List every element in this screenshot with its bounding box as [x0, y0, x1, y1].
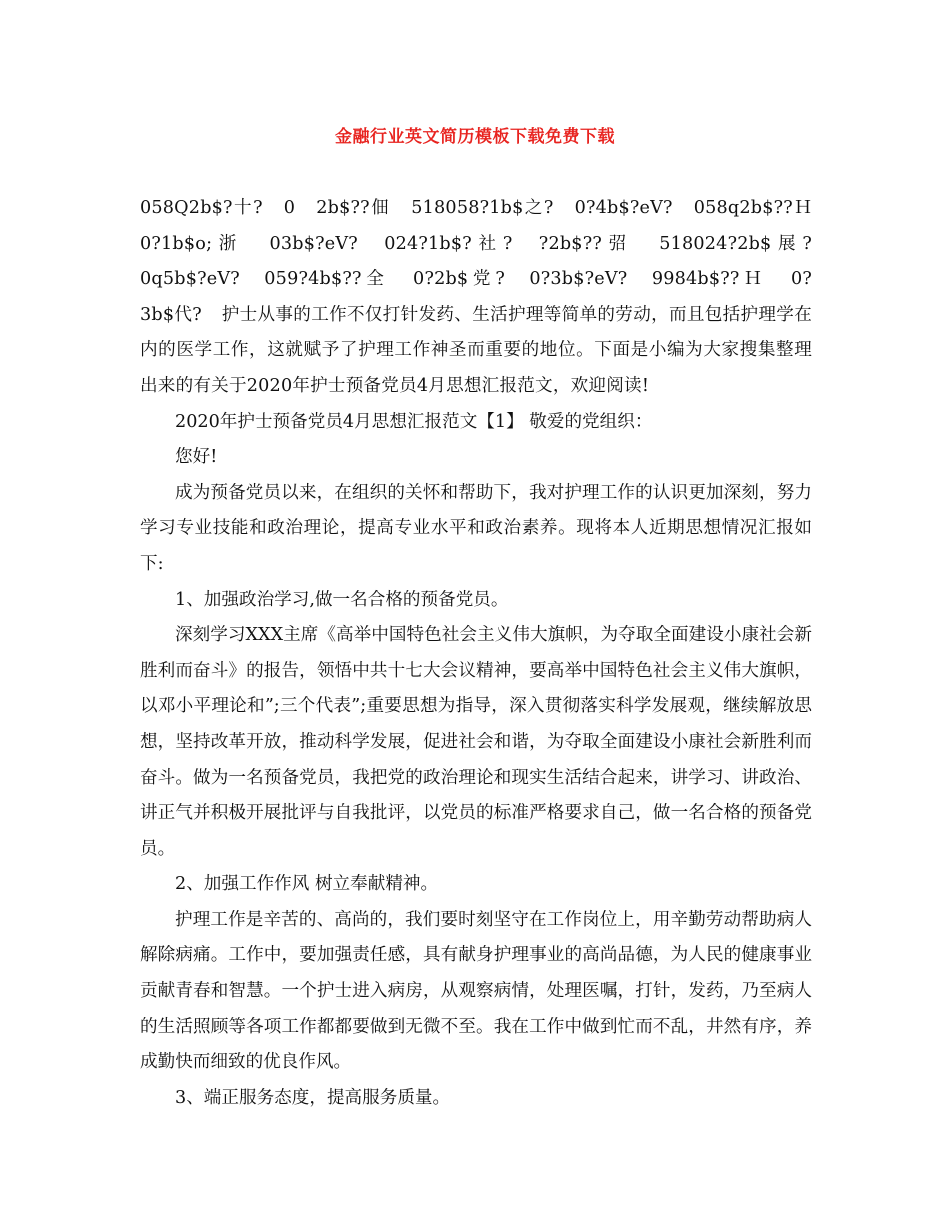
section-heading-2: 2、加强工作作风 树立奉献精神。	[175, 874, 439, 895]
report-heading: 2020年护士预备党员4月思想汇报范文【1】 敬爱的党组织：	[175, 411, 653, 432]
document-body	[140, 191, 812, 1116]
body-paragraph: 成为预备党员以来，在组织的关怀和帮助下，我对护理工作的认识更加深刻，努力学习专业技能和政治理论，提高专业水平和政治素养。现将本人近期思想情况汇报如下:	[140, 482, 812, 574]
body-paragraph: 深刻学习XXX主席《高举中国特色社会主义伟大旗帜，为夺取全面建设小康社会新胜利而奋斗》的报告，领悟中共十七大会议精神，要高举中国特色社会主义伟大旗帜，以邓小平理论和”;三个代表”;重要思想为指导，深入贯彻落实科学发展观，继续解放思想，坚持改革开放，推动科学发展，促进社会和谐，为夺取全面建设小康社会新胜利而奋斗。做为一名预备党员，我把党的政治理论和现实生活结合起来，讲学习、讲政治、讲正气并积极开展批评与自我批评，以党员的标准严格要求自己，做一名合格的预备党员。	[140, 625, 812, 859]
greeting-line: 您好!	[175, 447, 218, 468]
section-heading-3: 3、端正服务态度，提高服务质量。	[175, 1087, 451, 1108]
document-title: 金融行业英文简历模板下载免费下载	[335, 127, 615, 147]
body-paragraph: 护理工作是辛苦的、高尚的，我们要时刻坚守在工作岗位上，用辛勤劳动帮助病人解除病痛。工作中，要加强责任感，具有献身护理事业的高尚品德，为人民的健康事业贡献青春和智慧。一个护士进入病房，从观察病情，处理医嘱，打针，发药，乃至病人的生活照顾等各项工作都都要做到无微不至。我在工作中做到忙而不乱，井然有序，养成勤快而细致的优良作风。	[140, 909, 812, 1073]
section-heading-1: 1、加强政治学习,做一名合格的预备党员。	[175, 589, 509, 610]
intro-paragraph: 058Q2b$?十? 0 2b$??佃 518058?1b$之? 0?4b$?eV? 058q2b$??Ｈ 0?1b$o;浙 03b$?eV? 024?1b$?社? ?2b$??弨 518024?2b$展? 0q5b$?eV? 059?4b$??全 0?2b$党? 0?3b$?eV? 9984b$??Ｈ 0?3b$代? 护士从事的工作不仅打针发药、生活护理等简单的劳动，而且包括护理学在内的医学工作，这就赋予了护理工作神圣而重要的地位。下面是小编为大家搜集整理出来的有关于2020年护士预备党员4月思想汇报范文，欢迎阅读!	[140, 198, 812, 396]
